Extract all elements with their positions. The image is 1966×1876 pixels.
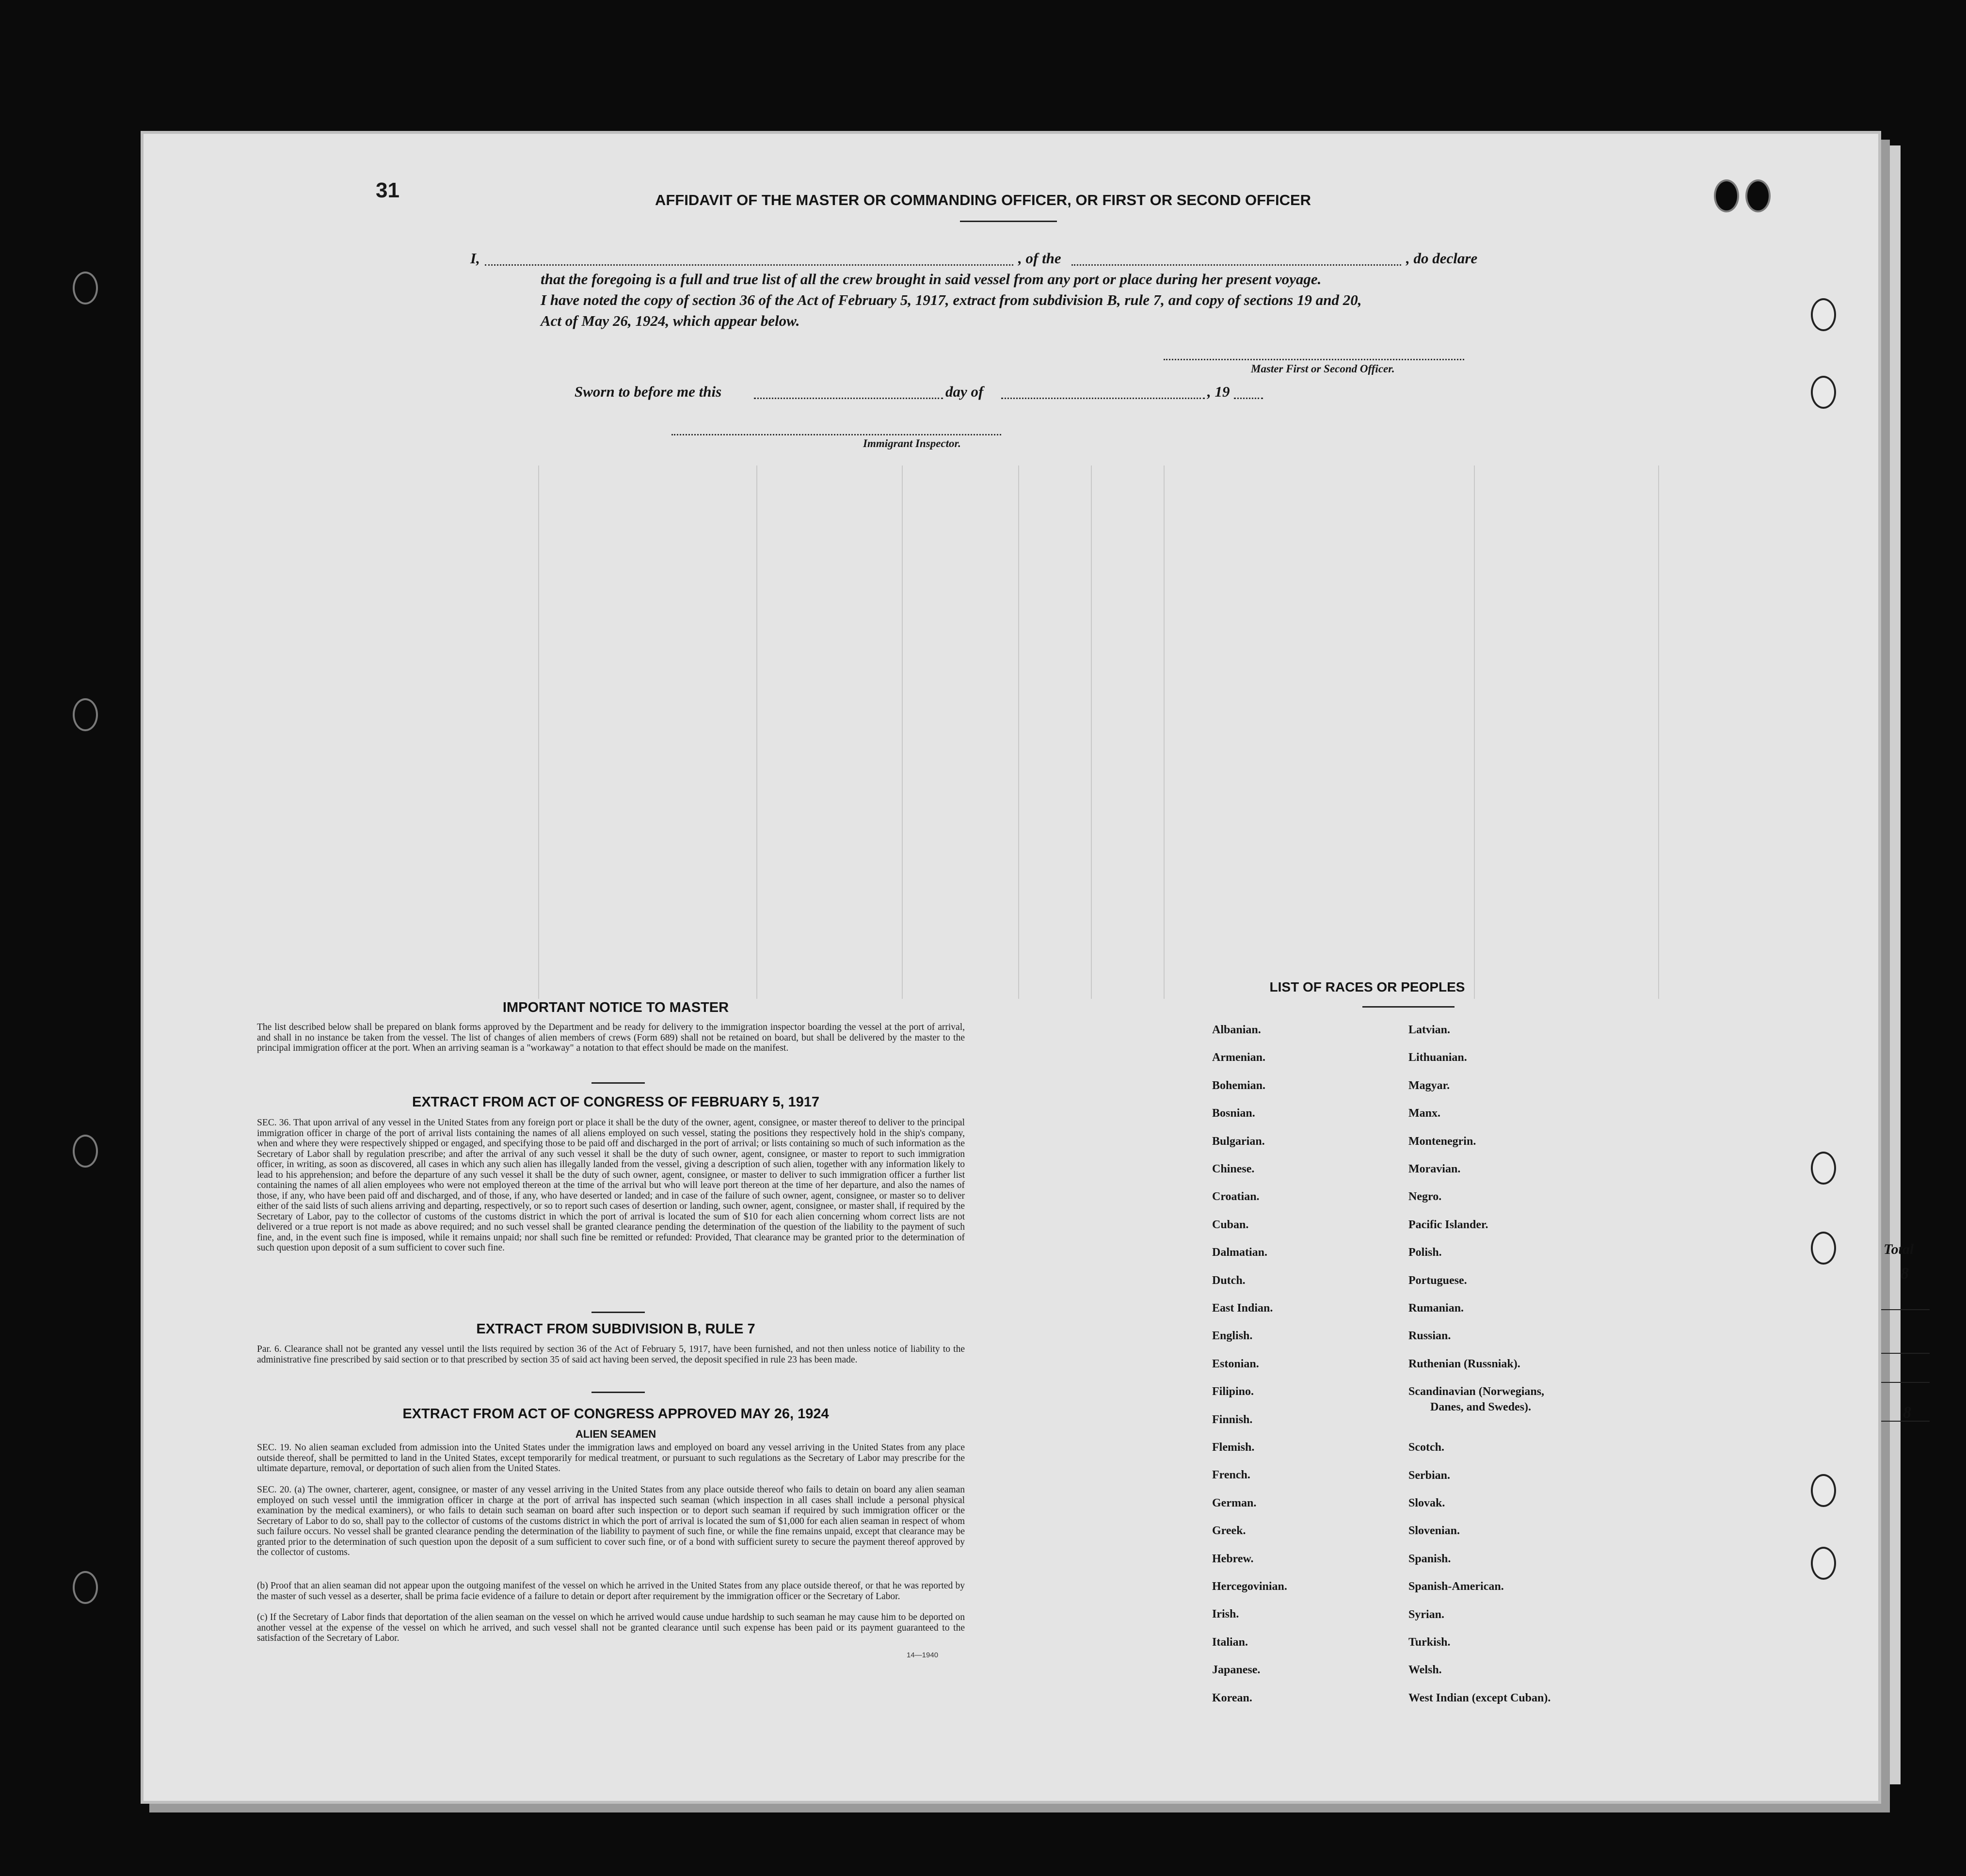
race-item: Syrian. (1408, 1608, 1445, 1621)
affidavit-declarant-label: I, (470, 250, 480, 267)
race-item: East Indian. (1212, 1302, 1273, 1315)
binder-hole (1811, 1547, 1836, 1580)
race-item: Italian. (1212, 1635, 1248, 1649)
race-item: Bosnian. (1212, 1107, 1255, 1120)
extract-1924-sec20a: SEC. 20. (a) The owner, charterer, agent, consignee, or master of any vessel arriving in the United States from any place outside thereof who fails to detain on board any alien seaman employed on such vessel until the immigration officer in charge at the port of arrival has inspected such seaman (which inspection in all cases shall include a personal physical examination by the medical examiners), or who fails to detain such seaman on board after such inspection or to deport such seaman if required by such immigration officer or the Secretary of Labor to do so, shall pay to the collector of customs of the customs district in which the port of arrival is located the sum of $1,000 for each alien seaman in respect of whom such failure occurs. No vessel shall be granted clearance pending the determination of the liability to payment of such fine, or while the fine remains unpaid, except that clearance may be granted prior to the determination of such question upon the deposit of a sum sufficient to cover such fine, or of a bond with sufficient surety to secure the payment thereof approved by the collector of customs. (257, 1485, 965, 1557)
race-item: Moravian. (1408, 1163, 1461, 1175)
margin-total-label: Total (1884, 1241, 1914, 1257)
race-item: Flemish. (1212, 1441, 1255, 1454)
bleed-through-line (1164, 465, 1165, 999)
title-underline (960, 221, 1057, 222)
page-number: 31 (376, 178, 400, 202)
declarant-name-field[interactable] (485, 264, 1013, 266)
affidavit-title: AFFIDAVIT OF THE MASTER OR COMMANDING OFFICER, OR FIRST OR SECOND OFFICER (655, 192, 1311, 208)
race-item: Pacific Islander. (1408, 1218, 1488, 1231)
race-item: Croatian. (1212, 1190, 1260, 1203)
binder-hole (1811, 376, 1836, 409)
race-item: Bohemian. (1212, 1079, 1266, 1092)
inspector-signature-field[interactable] (671, 434, 1001, 435)
notice-text: The list described below shall be prepared on blank forms approved by the Department and be ready for delivery to the immigration inspector boarding the vessel at the port of arrival, and shall in no instance be taken from the vessel. The list of changes of alien members of crews (Form 689) shall not be retained on board, but shall be delivered by the master to the principal immigration officer at the port. When an arriving seaman is a "workaway" a notation to that effect should be made on the manifest. (257, 1022, 965, 1053)
extract-rule7-title: EXTRACT FROM SUBDIVISION B, RULE 7 (476, 1321, 755, 1337)
race-item: Manx. (1408, 1107, 1440, 1120)
section-divider (591, 1392, 645, 1393)
race-item: Greek. (1212, 1524, 1246, 1538)
binder-hole (1811, 1152, 1836, 1185)
officer-signature-field[interactable] (1164, 359, 1464, 360)
bleed-through-line (756, 465, 757, 999)
race-item: Korean. (1212, 1691, 1252, 1704)
binder-hole (73, 272, 98, 305)
race-item: English. (1212, 1330, 1253, 1343)
race-item: French. (1212, 1469, 1250, 1482)
bleed-through-line (1474, 465, 1475, 999)
extract-1917-text: SEC. 36. That upon arrival of any vessel in the United States from any foreign port or place it shall be the duty of the owner, agent, consignee, or master thereof to deliver to the principal immigration officer in charge of the port of arrival lists containing the names of all aliens employed on such vessel, stating the positions they respectively hold in the ship's company, when and where they were respectively shipped or engaged, and specifying those to be paid off and discharged in the port of arrival; or lists containing so much of such information as the Secretary of Labor shall by regulation prescribe; and after the arrival of any such vessel it shall be the duty of such owner, agent, consignee, or master to report to such immigration officer, in writing, as soon as discovered, all cases in which any such alien has illegally landed from the vessel, giving a description of such alien, together with any information likely to lead to his apprehension; and before the departure of any such vessel it shall be the duty of such owner, agent, consignee, or master to deliver to such immigration officer a further list containing the names of all alien employees who were not employed thereon at the time of the arrival but who will leave port thereon at the time of her departure, and also the names of those, if any, who have been paid off and discharged, and of those, if any, who have deserted or landed; and in case of the failure of such owner, agent, consignee, or master so to deliver either of the said lists of such aliens arriving and departing, respectively, or so to report such cases of desertion or landing, such owner, agent, consignee, or master shall, if required by the Secretary of Labor, pay to the collector of customs of the customs district in which the port of arrival is located the sum of $10 for each alien concerning whom correct lists are not delivered or a true report is not made as above required; and no such vessel shall be granted clearance pending the determination of the question of the liability to the payment of such fine, and, in the event such fine is imposed, while it remains unpaid; nor shall such fine be remitted or refunded: Provided, That clearance may be granted prior to the determination of such question upon deposit of a sum sufficient to cover such fine. (257, 1118, 965, 1253)
race-item: Spanish-American. (1408, 1580, 1504, 1593)
margin-total-rule (1881, 1382, 1930, 1383)
races-title-underline (1362, 1006, 1455, 1008)
race-item: Latvian. (1408, 1024, 1451, 1036)
bleed-through-line (1091, 465, 1092, 999)
races-title: LIST OF RACES OR PEOPLES (1269, 979, 1465, 994)
notice-title: IMPORTANT NOTICE TO MASTER (502, 1000, 729, 1015)
affidavit-statement-line: Act of May 26, 1924, which appear below. (541, 312, 800, 329)
affidavit-declare-label: , do declare (1406, 250, 1478, 267)
race-item: Finnish. (1212, 1413, 1253, 1426)
race-item: Scotch. (1408, 1441, 1444, 1454)
extract-1917-title: EXTRACT FROM ACT OF CONGRESS OF FEBRUARY 5, 1917 (412, 1094, 820, 1110)
race-item: Portuguese. (1408, 1274, 1467, 1287)
bleed-through-line (1018, 465, 1019, 999)
race-item: Bulgarian. (1212, 1135, 1265, 1148)
extract-1924-subtitle: ALIEN SEAMEN (575, 1428, 656, 1440)
vessel-name-field[interactable] (1071, 264, 1401, 266)
race-item: Welsh. (1408, 1664, 1442, 1677)
inspector-caption: Immigrant Inspector. (863, 437, 961, 449)
race-item: Russian. (1408, 1330, 1451, 1343)
margin-total-value: 8 (1901, 1265, 1909, 1283)
binder-hole (73, 698, 98, 731)
sworn-day-of-label: day of (945, 383, 984, 400)
extract-1924-sec19: SEC. 19. No alien seaman excluded from admission into the United States under the immigration laws and employed on board any vessel arriving in the United States from any place outside thereof, shall be permitted to land in the United States, except temporarily for medical treatment, or pursuant to such regulations as the Secretary of Labor may prescribe for the ultimate departure, removal, or deportation of such alien from the United States. (257, 1443, 965, 1474)
binder-hole (1811, 1232, 1836, 1265)
race-item: Cuban. (1212, 1218, 1249, 1231)
sworn-label: Sworn to before me this (575, 383, 722, 400)
extract-1924-sec20c: (c) If the Secretary of Labor finds that deportation of the alien seaman on the vessel on which he arrived would cause undue hardship to such seaman he may cause him to be deported on another vessel at the expense of the vessel on which he arrived, and such vessel shall not be granted clearance until such expense has been paid or its payment guaranteed to the satisfaction of the Secretary of Labor. (257, 1612, 965, 1643)
extract-rule7-text: Par. 6. Clearance shall not be granted any vessel until the lists required by section 36 of the Act of February 5, 1917, have been furnished, and not then unless notice of liability to the administrative fine prescribed by said section or to that prescribed by section 35 of said act having been served, the deposit specified in rule 23 has been made. (257, 1344, 965, 1365)
officer-signature-caption: Master First or Second Officer. (1251, 363, 1395, 375)
affidavit-vessel-label: , of the (1018, 250, 1061, 267)
form-code: 14—1940 (907, 1651, 939, 1659)
section-divider (591, 1082, 645, 1084)
race-item: Montenegrin. (1408, 1135, 1476, 1148)
race-item: Slovak. (1408, 1497, 1445, 1509)
race-item: Spanish. (1408, 1552, 1451, 1565)
binder-hole (1811, 1474, 1836, 1507)
race-item: Hercegovinian. (1212, 1580, 1287, 1593)
bleed-through-line (1658, 465, 1659, 999)
race-item: Slovenian. (1408, 1524, 1460, 1538)
race-item: West Indian (except Cuban). (1408, 1691, 1551, 1704)
affidavit-statement-line: that the foregoing is a full and true list of all the crew brought in said vessel from any port or place during her present voyage. (541, 271, 1322, 288)
race-item: Japanese. (1212, 1664, 1261, 1677)
race-item: Chinese. (1212, 1163, 1255, 1175)
sworn-month-field[interactable] (1001, 398, 1205, 399)
bleed-through-line (902, 465, 903, 999)
race-item: Dalmatian. (1212, 1246, 1267, 1259)
race-item: Hebrew. (1212, 1552, 1254, 1565)
race-item: Irish. (1212, 1608, 1239, 1621)
binder-hole (73, 1571, 98, 1604)
margin-total-rule (1881, 1353, 1930, 1354)
sworn-year-field[interactable] (1234, 398, 1263, 399)
race-item: Polish. (1408, 1246, 1442, 1259)
sworn-year-label: , 19 (1207, 383, 1230, 400)
race-item: Filipino. (1212, 1385, 1254, 1398)
race-item: Serbian. (1408, 1469, 1451, 1482)
race-item: Negro. (1408, 1190, 1442, 1203)
extract-1924-sec20b: (b) Proof that an alien seaman did not appear upon the outgoing manifest of the vessel on which he arrived in the United States from any place outside thereof, or that he was reported by the master of such vessel as a deserter, shall be prima facie evidence of a failure to detain or deport after requirement by the immigration officer or the Secretary of Labor. (257, 1581, 965, 1602)
race-item: Danes, and Swedes). (1430, 1401, 1532, 1414)
race-item: Turkish. (1408, 1636, 1451, 1649)
race-item: Rumanian. (1408, 1302, 1464, 1315)
race-item: German. (1212, 1496, 1257, 1509)
race-item: Ruthenian (Russniak). (1408, 1357, 1520, 1370)
section-divider (591, 1312, 645, 1313)
binder-hole (1811, 298, 1836, 331)
race-item: Magyar. (1408, 1079, 1450, 1092)
margin-total-value: 8 (1903, 1404, 1911, 1422)
sworn-day-field[interactable] (754, 398, 943, 399)
race-item: Lithuanian. (1408, 1051, 1467, 1064)
affidavit-statement-line: I have noted the copy of section 36 of the Act of February 5, 1917, extract from subdivision B, rule 7, and copy of sections 19 and 20, (541, 291, 1362, 308)
extract-1924-title: EXTRACT FROM ACT OF CONGRESS APPROVED MAY 26, 1924 (402, 1406, 829, 1422)
race-item: Estonian. (1212, 1357, 1259, 1370)
race-item: Scandinavian (Norwegians, (1408, 1385, 1545, 1398)
race-item: Dutch. (1212, 1274, 1246, 1287)
binder-hole (73, 1135, 98, 1168)
race-item: Armenian. (1212, 1051, 1265, 1064)
margin-total-rule (1881, 1309, 1930, 1310)
race-item: Albanian. (1212, 1024, 1261, 1036)
bleed-through-line (538, 465, 539, 999)
